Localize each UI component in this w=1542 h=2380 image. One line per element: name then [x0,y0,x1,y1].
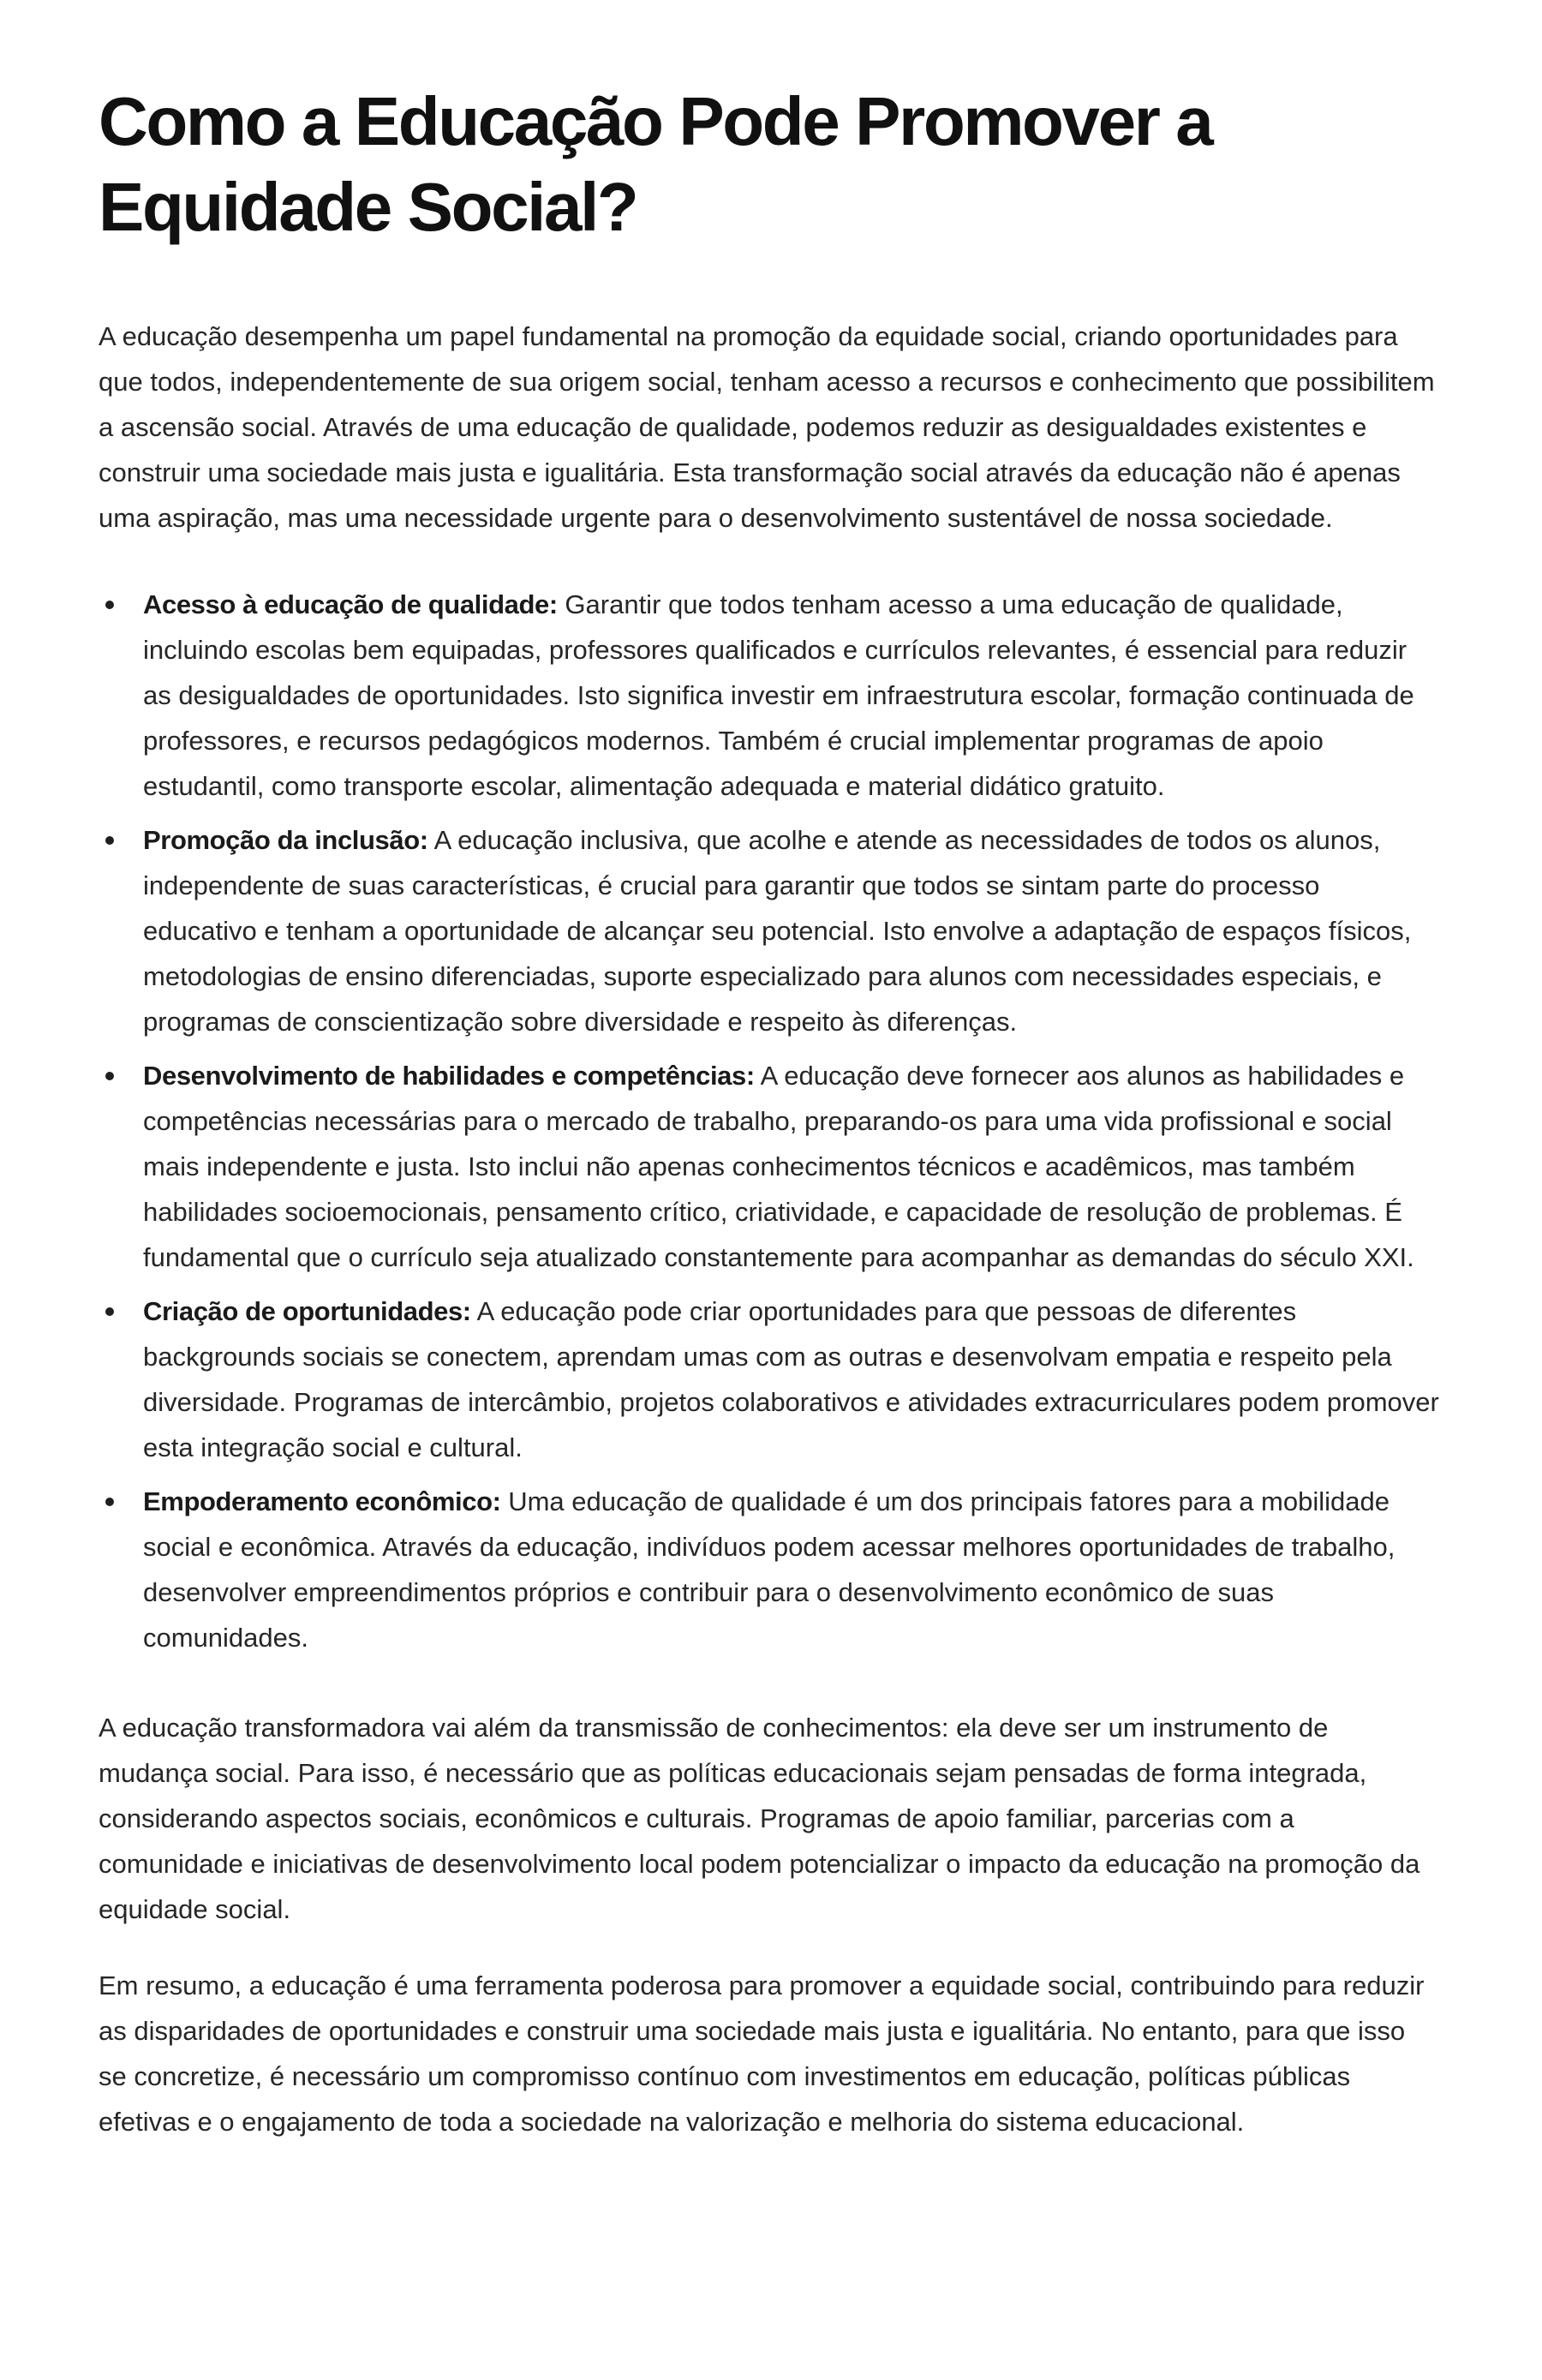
list-item-text: A educação deve fornecer aos alunos as habilidades e competências necessárias para o mercado de trabalho, preparando-os para uma vida profissional e social mais independente e justa. Isto inclui não apenas conhecimentos técnicos e acadêmicos, mas também habilidades socioemocionais, pensamento crítico, criatividade, e capacidade de resolução de problemas. É fundamental que o currículo seja atualizado constantemente para acompanhar as demandas do século XXI. [143,1061,1414,1272]
key-points-list [99,582,1439,1660]
after-list-paragraph: A educação transformadora vai além da transmissão de conhecimentos: ela deve ser um instrumento de mudança social. Para isso, é necessário que as políticas educacionais sejam pensadas de forma integrada, considerando aspectos sociais, econômicos e culturais. Programas de apoio familiar, parcerias com a comunidade e iniciativas de desenvolvimento local podem potencializar o impacto da educação na promoção da equidade social. [99,1713,1420,1924]
conclusion-paragraph: Em resumo, a educação é uma ferramenta poderosa para promover a equidade social, contribuindo para reduzir as disparidades de oportunidades e construir uma sociedade mais justa e igualitária. No entanto, para que isso se concretize, é necessário um compromisso contínuo com investimentos em educação, políticas públicas efetivas e o engajamento de toda a sociedade na valorização e melhoria do sistema educacional. [99,1970,1425,2137]
bullet-icon [105,836,114,845]
list-item-label: Empoderamento econômico: [143,1486,501,1516]
list-item-text: Uma educação de qualidade é um dos principais fatores para a mobilidade social e econômica. Através da educação, indivíduos podem acessar melhores oportunidades de trabalho, desenvolver empreendimentos próprios e contribuir para o desenvolvimento econômico de suas comunidades. [143,1486,1396,1653]
list-item-label: Desenvolvimento de habilidades e competências: [143,1061,755,1091]
list-item-text: A educação inclusiva, que acolhe e atende as necessidades de todos os alunos, independente de suas características, é crucial para garantir que todos se sintam parte do processo educativo e tenham a oportunidade de alcançar seu potencial. Isto envolve a adaptação de espaços físicos, metodologias de ensino diferenciadas, suporte especializado para alunos com necessidades especiais, e programas de conscientização sobre diversidade e respeito às diferenças. [143,825,1412,1037]
bullet-icon [105,601,114,609]
bullet-icon [105,1072,114,1080]
list-item [99,1289,1439,1470]
list-item [99,1053,1439,1280]
page-title: Como a Educação Pode Promover a Equidade Social? [99,83,1212,245]
list-item-label: Acesso à educação de qualidade: [143,589,558,619]
bullet-icon [105,1498,114,1506]
list-item-text: Garantir que todos tenham acesso a uma educação de qualidade, incluindo escolas bem equipadas, professores qualificados e currículos relevantes, é essencial para reduzir as desigualdades de oportunidades. Isto significa investir em infraestrutura escolar, formação continuada de professores, e recursos pedagógicos modernos. Também é crucial implementar programas de apoio estudantil, como transporte escolar, alimentação adequada e material didático gratuito. [143,589,1414,801]
list-item-label: Promoção da inclusão: [143,825,428,855]
list-item-text: A educação pode criar oportunidades para que pessoas de diferentes backgrounds sociais se conectem, aprendam umas com as outras e desenvolvam empatia e respeito pela diversidade. Programas de intercâmbio, projetos colaborativos e atividades extracurriculares podem promover esta integração social e cultural. [143,1296,1439,1462]
list-item [99,817,1439,1044]
list-item [99,582,1439,809]
intro-paragraph: A educação desempenha um papel fundamental na promoção da equidade social, criando oportunidades para que todos, independentemente de sua origem social, tenham acesso a recursos e conhecimento que possibilitem a ascensão social. Através de uma educação de qualidade, podemos reduzir as desigualdades existentes e construir uma sociedade mais justa e igualitária. Esta transformação social através da educação não é apenas uma aspiração, mas uma necessidade urgente para o desenvolvimento sustentável de nossa sociedade. [99,321,1435,533]
list-item [99,1479,1439,1660]
list-item-label: Criação de oportunidades: [143,1296,471,1326]
bullet-icon [105,1307,114,1316]
